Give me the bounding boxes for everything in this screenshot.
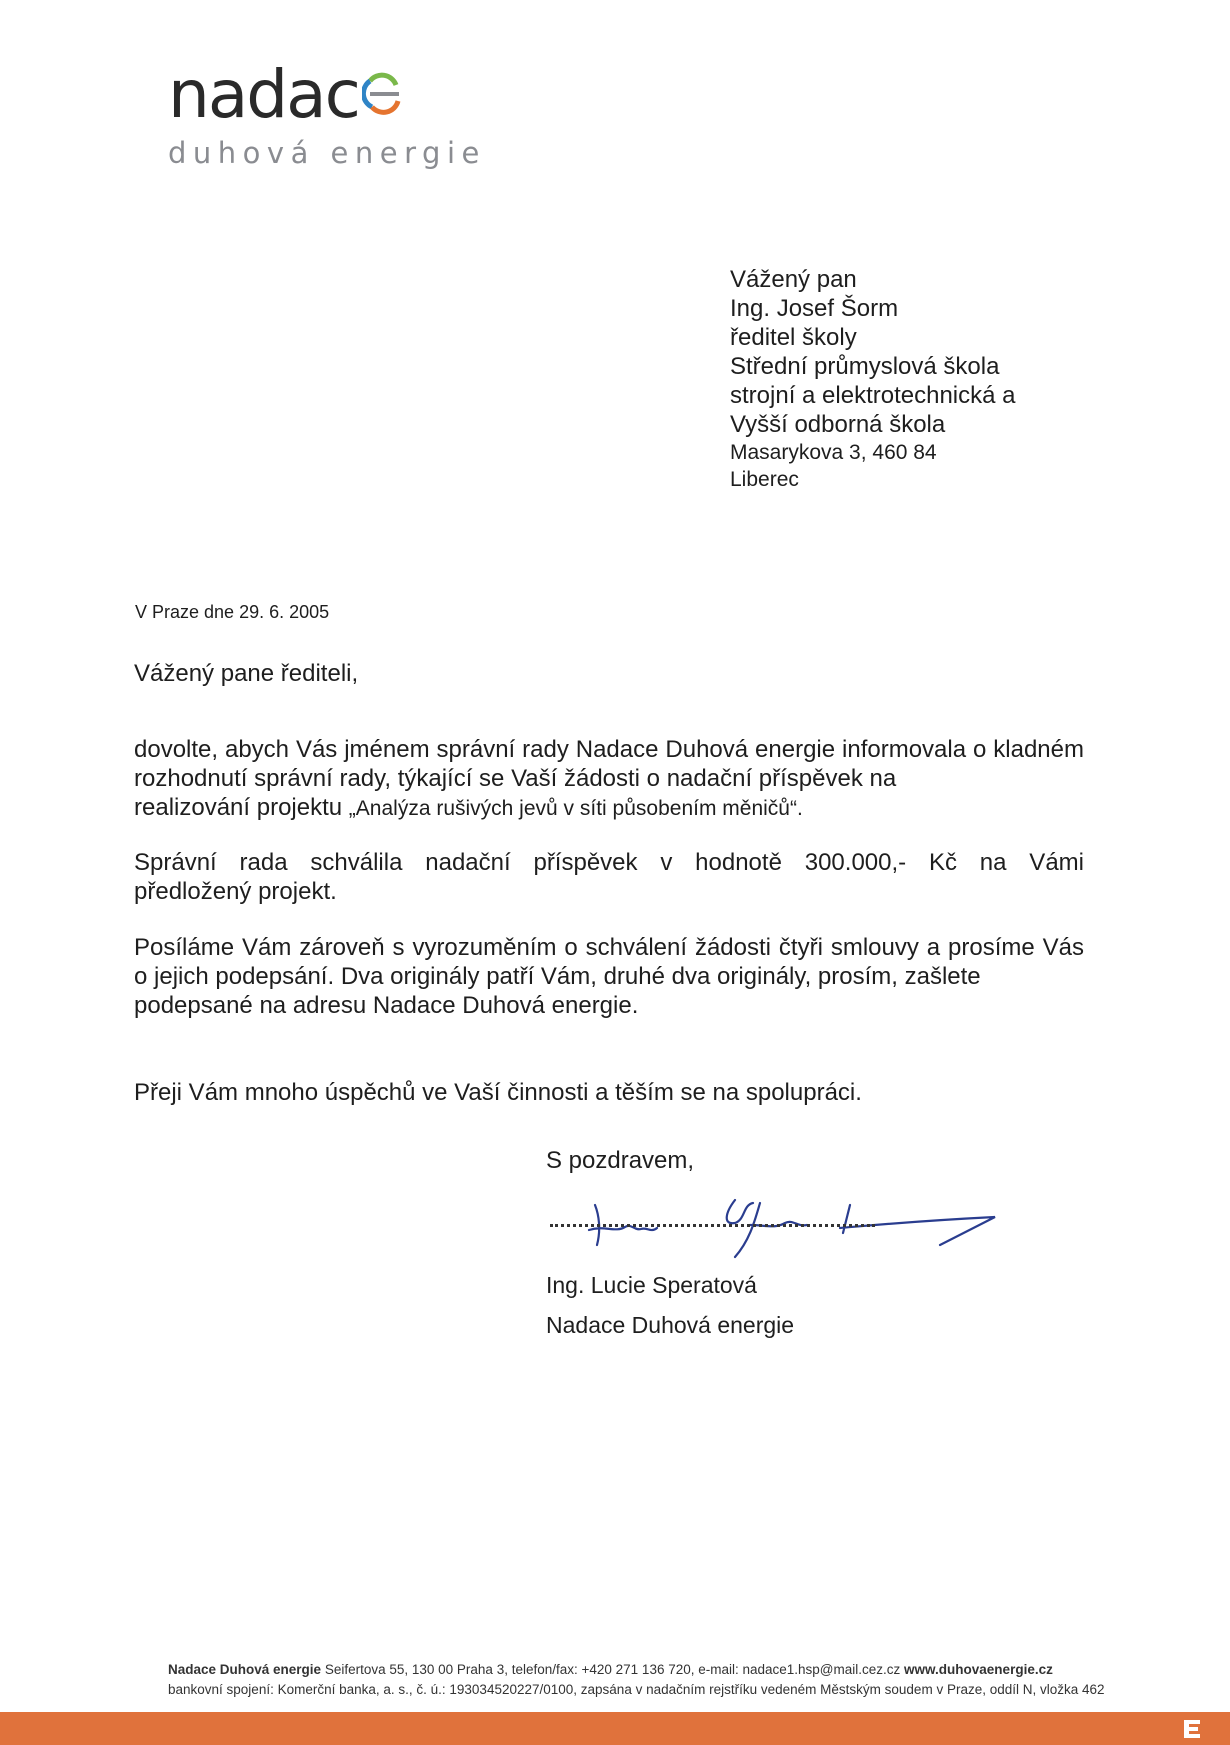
footer-bank-line: bankovní spojení: Komerční banka, a. s., č. ú.: 193034520227/0100, zapsána v nadačním rejstříku vedeném Městským soudem v Praze, oddíl N, vložka 462: [168, 1682, 1105, 1697]
salutation: Vážený pane řediteli,: [134, 660, 359, 687]
paragraph-text: Přeji Vám mnoho úspěchů ve Vaší činnosti a těším se na spolupráci.: [134, 1079, 862, 1106]
letter-date: V Praze dne 29. 6. 2005: [135, 602, 330, 622]
footer-org-name: Nadace Duhová energie: [168, 1662, 322, 1677]
footer-contact-line: [168, 1660, 1105, 1680]
signature-line: [550, 1224, 875, 1227]
recipient-line: strojní a elektrotechnická a: [730, 382, 1016, 409]
footer-address: Seifertova 55, 130 00 Praha 3, telefon/fax: +420 271 136 720, e-mail: nadace1.hsp@mail.cez.cz: [324, 1662, 901, 1677]
paragraph-text-tail: [134, 793, 1084, 823]
footer-color-bar: [0, 1712, 1230, 1745]
paragraph-text: Posíláme Vám zároveň s vyrozuměním o schválení žádosti čtyři smlouvy a prosíme Vás o jejich podepsání. Dva originály patří Vám, druhé dva originály, prosím, zašlete: [134, 934, 1084, 990]
foundation-logo: [168, 56, 488, 170]
logo-wordmark: [168, 56, 488, 133]
signer-block: [546, 1265, 794, 1345]
rainbow-e-icon: [362, 67, 404, 117]
paragraph-text: podepsané na adresu Nadace Duhová energie.: [134, 992, 639, 1019]
recipient-line: ředitel školy: [730, 324, 857, 351]
footer-website: www.duhovaenergie.cz: [904, 1662, 1053, 1677]
recipient-street: Masarykova 3, 460 84: [730, 441, 937, 464]
paragraph-text: dovolte, abych Vás jménem správní rady Nadace Duhová energie informovala o kladném rozhodnutí správní rady, týkající se Vaší žádosti o nadační příspěvek na: [134, 736, 1084, 792]
paragraph-3: [134, 933, 1084, 1020]
recipient-line: Ing. Josef Šorm: [730, 295, 899, 322]
logo-subtitle: duhová energie: [168, 136, 486, 170]
paragraph-2: [134, 848, 1084, 906]
recipient-address: [730, 265, 1015, 493]
closing: S pozdravem,: [546, 1147, 695, 1174]
letterhead-footer: [168, 1660, 1105, 1700]
paragraph-text: Správní rada schválila nadační příspěvek v hodnotě 300.000,- Kč na Vámi: [134, 849, 1084, 876]
recipient-line: Vyšší odborná škola: [730, 411, 946, 438]
paragraph-text: předložený projekt.: [134, 878, 337, 905]
project-title: „Analýza rušivých jevů v síti působením měničů“.: [348, 797, 803, 820]
paragraph-4: [134, 1078, 1084, 1107]
paragraph-1: [134, 735, 1084, 823]
recipient-city: Liberec: [730, 468, 799, 491]
logo-text: nadac: [168, 56, 359, 133]
signer-name: Ing. Lucie Speratová: [546, 1272, 757, 1298]
signer-organization: Nadace Duhová energie: [546, 1312, 795, 1338]
paragraph-text: realizování projektu: [134, 794, 343, 821]
cez-logo-icon: [1182, 1718, 1202, 1740]
recipient-line: Vážený pan: [730, 266, 857, 293]
handwritten-signature: [585, 1195, 1005, 1265]
recipient-line: Střední průmyslová škola: [730, 353, 1000, 380]
